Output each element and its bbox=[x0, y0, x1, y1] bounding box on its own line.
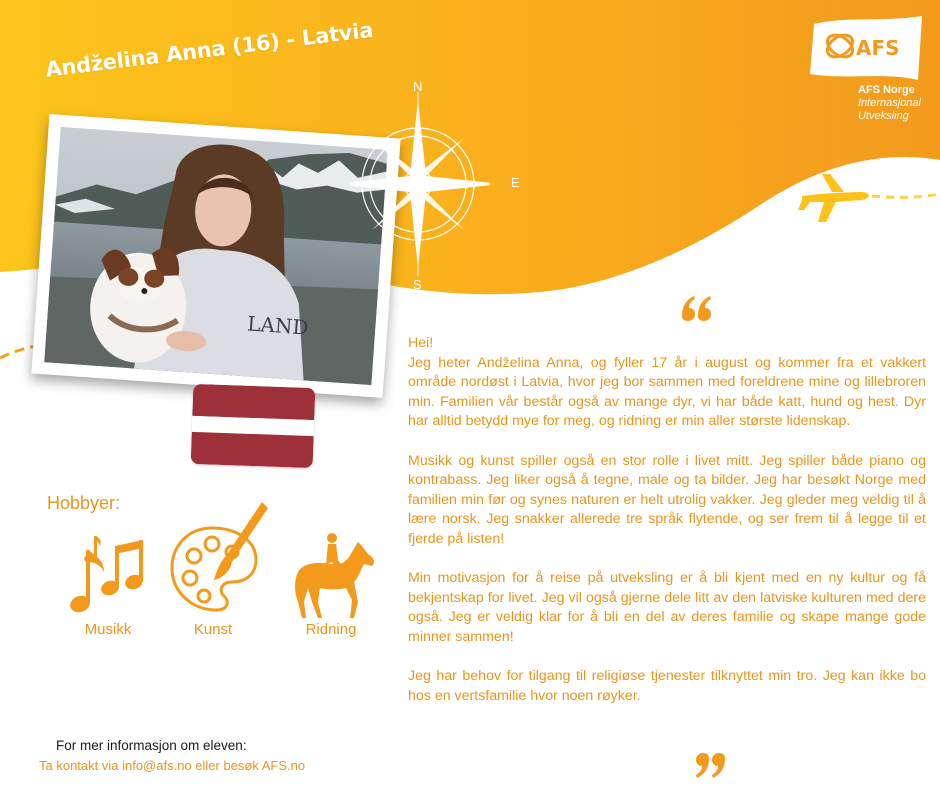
hobby-label-art: Kunst bbox=[193, 621, 233, 638]
quote-open-icon bbox=[680, 292, 714, 326]
airplane-icon bbox=[796, 168, 876, 228]
info-contact: Ta kontakt via info@afs.no eller besøk AFS.no bbox=[39, 758, 306, 773]
bio-greeting: Hei! bbox=[408, 335, 434, 351]
paint-palette-icon bbox=[166, 500, 270, 618]
latvia-flag bbox=[191, 384, 316, 468]
afs-logo bbox=[806, 14, 926, 84]
hobby-label-music: Musikk bbox=[84, 621, 132, 638]
bio-paragraph-2: Musikk og kunst spiller også en stor rolle i livet mitt. Jeg spiller både piano og kontrabass. Jeg liker også å tegne, male og ta bilder. Jeg har besøkt Norge med familien min før og synes naturen er helt utrolig vakker. Jeg gleder meg veldig til å lære norsk. Jeg snakker allerede tre språk flytende, og ser frem til å legge til et fjerde på listen! bbox=[408, 452, 926, 547]
bio-text bbox=[408, 334, 926, 726]
svg-text:LAND: LAND bbox=[246, 311, 310, 340]
afs-logo-text: AFS bbox=[856, 36, 900, 60]
student-photo bbox=[44, 127, 388, 385]
student-photo-frame bbox=[31, 114, 400, 398]
bio-paragraph-4: Jeg har behov for tilgang til religiøse tjenester tilknyttet min tro. Jeg kan ikke bo hos en vertsfamilie hvor noen røyker. bbox=[408, 668, 926, 704]
compass-s: S bbox=[413, 277, 422, 292]
bio-paragraph-1: Jeg heter Andželina Anna, og fyller 17 år i august og kommer fra et vakkert område nordøst i Latvia, hvor jeg bor sammen med foreldrene mine og lillebroren min. Familien vår består også av mange dyr, vi har både katt, hund og hest. Dyr har alltid betydd mye for meg, og ridning er min aller største lidenskap. bbox=[408, 354, 926, 430]
afs-logo-subtitle: AFS Norge Internasjonal Utveksling bbox=[858, 84, 921, 122]
hobbies-title: Hobbyer: bbox=[47, 493, 121, 513]
horse-rider-icon bbox=[288, 532, 378, 620]
quote-close-icon bbox=[694, 752, 728, 782]
music-notes-icon bbox=[66, 532, 146, 620]
hobby-label-riding: Ridning bbox=[305, 621, 357, 638]
compass-n: N bbox=[413, 79, 423, 94]
compass-e: E bbox=[511, 175, 520, 190]
compass-rose-icon bbox=[350, 72, 490, 292]
bio-paragraph-3: Min motivasjon for å reise på utveksling er å bli kjent med en ny kultur og få bekjentskap for livet. Jeg vil også gjerne dele litt av den latviske kulturen med dere også. Jeg er veldig klar for å bli en del av deres familie og skape mange gode minner sammen! bbox=[408, 570, 926, 645]
info-heading: For mer informasjon om eleven: bbox=[56, 738, 247, 753]
student-name-title: Andželina Anna (16) - Latvia bbox=[44, 17, 375, 82]
